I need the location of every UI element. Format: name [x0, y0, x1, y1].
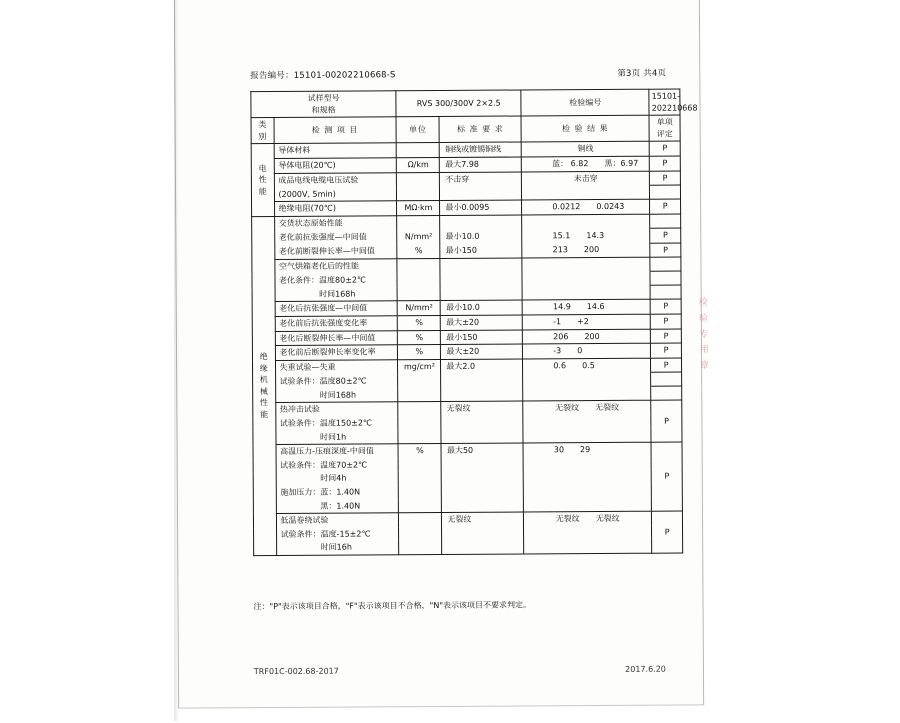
row-unit	[398, 402, 441, 416]
row-item: 热冲击试验	[275, 402, 398, 417]
row-item: 绝缘电阻(70℃)	[274, 201, 397, 216]
row-item: 老化前断裂伸长率—中间值	[274, 244, 397, 259]
scan-background-right	[700, 0, 900, 721]
row-unit: %	[398, 330, 441, 345]
report-number-value: 15101-00202210668-S	[293, 70, 396, 81]
row-requirement: 最小150	[440, 244, 522, 259]
row-item: (2000V, 5min)	[274, 187, 397, 202]
row-item: 时间168h	[275, 287, 398, 302]
row-requirement	[440, 186, 522, 201]
row-result	[523, 386, 651, 401]
col-eval-line2: 评定	[656, 129, 673, 139]
row-result: 30 29	[523, 442, 651, 457]
row-result	[522, 285, 650, 300]
col-item: 检 测 项 目	[274, 117, 397, 144]
row-eval: P	[651, 442, 682, 511]
row-unit	[398, 388, 441, 402]
row-unit	[397, 143, 440, 158]
row-requirement	[440, 215, 522, 230]
document-header	[250, 67, 680, 82]
row-item: 老化后抗张强度—中间值	[275, 301, 398, 316]
row-requirement: 最小10.0	[440, 229, 522, 244]
row-unit: N/mm²	[397, 229, 440, 244]
row-requirement: 最大±20	[441, 315, 523, 330]
row-item: 导体电阻(20℃)	[274, 158, 397, 173]
row-unit	[397, 172, 440, 187]
row-requirement: 最小150	[441, 329, 523, 344]
row-result: 206 200	[523, 329, 651, 344]
row-requirement	[442, 540, 524, 555]
row-requirement	[441, 415, 523, 429]
table-row-spec	[251, 89, 680, 118]
row-result	[523, 428, 651, 443]
row-result: 0.6 0.5	[523, 358, 651, 373]
row-result	[524, 484, 652, 498]
legend-note: 注："P"表示该项目合格，"F"表示该项目不合格，"N"表示该项目不要求判定。	[253, 600, 532, 612]
row-eval: P	[650, 314, 681, 329]
row-result: 蓝： 6.82 黑：6.97	[522, 156, 650, 171]
row-item: 高温压力-压痕深度-中间值	[276, 444, 399, 459]
row-item: 时间16h	[276, 541, 399, 556]
row-item: 老化后断裂伸长率—中间值	[275, 330, 398, 345]
footer-date: 2017.6.20	[625, 664, 666, 674]
row-requirement	[440, 272, 522, 287]
row-unit: MΩ·km	[397, 201, 440, 216]
row-eval: P	[650, 228, 681, 243]
row-unit	[398, 458, 441, 472]
category-electrical: 电 性 能	[251, 144, 274, 217]
row-result: 铜线	[521, 142, 649, 157]
row-result: 14.9 14.6	[522, 300, 650, 315]
row-item: 交货状态原始性能	[274, 216, 397, 231]
page-info: 第3页 共4页	[617, 68, 667, 79]
row-unit	[397, 187, 440, 201]
row-item: 试验条件：温度80±2℃	[275, 374, 398, 389]
row-eval: P	[651, 329, 682, 344]
row-requirement	[442, 498, 524, 513]
row-eval: P	[650, 199, 681, 214]
row-result	[522, 214, 650, 229]
spec-value: RVS 300/300V 2×2.5	[396, 90, 521, 117]
row-unit	[397, 215, 440, 229]
row-eval: P	[649, 141, 680, 156]
row-requirement	[442, 484, 524, 498]
row-unit	[399, 513, 442, 527]
row-eval	[650, 185, 681, 199]
row-unit: %	[397, 244, 440, 259]
row-result: -3 0	[523, 343, 651, 358]
row-requirement: 最大±20	[441, 344, 523, 359]
row-result	[523, 470, 651, 484]
row-eval: P	[650, 156, 681, 171]
row-unit	[398, 430, 441, 444]
document-content	[174, 0, 702, 723]
row-result: 未击穿	[522, 171, 650, 186]
row-item: 老化条件：温度80±2℃	[274, 273, 397, 288]
row-requirement: 无裂纹	[441, 401, 523, 416]
row-item: 黑：1.40N	[276, 499, 399, 514]
row-requirement: 最小0.0095	[440, 200, 522, 215]
row-unit	[399, 471, 442, 485]
scan-background-left	[0, 0, 177, 721]
row-requirement: 不击穿	[440, 172, 522, 187]
row-unit	[397, 287, 440, 301]
row-item: 时间168h	[275, 388, 398, 403]
row-eval: P	[652, 511, 683, 553]
row-result: 213 200	[522, 243, 650, 258]
row-requirement	[441, 373, 523, 388]
row-requirement	[440, 286, 522, 301]
row-result: 0.0212 0.0243	[522, 199, 650, 214]
row-item: 试验条件：温度-15±2℃	[276, 527, 399, 541]
row-requirement	[441, 457, 523, 471]
row-result: 15.1 14.3	[522, 228, 650, 243]
row-result	[522, 271, 650, 286]
row-item: 试验条件：温度150±2℃	[275, 416, 398, 430]
row-eval: P	[651, 343, 682, 358]
col-result: 检 验 结 果	[521, 115, 649, 142]
row-requirement: 无裂纹	[442, 512, 524, 527]
row-item: 成品电线电缆电压试验	[274, 172, 397, 187]
row-item: 老化前后断裂伸长率变化率	[275, 345, 398, 360]
row-result	[522, 185, 650, 200]
document-footer	[254, 665, 684, 677]
col-category-line1: 类	[258, 120, 267, 130]
test-results-table	[250, 89, 698, 557]
row-eval: P	[651, 400, 682, 442]
row-unit: %	[398, 444, 441, 458]
row-result: 无裂纹 无裂纹	[523, 401, 651, 416]
row-item: 导体材料	[274, 143, 397, 158]
row-item: 施加压力：蓝：1.40N	[276, 485, 399, 499]
row-requirement: 最大7.98	[440, 157, 522, 172]
col-unit: 单位	[396, 117, 439, 143]
row-unit: mg/cm²	[398, 359, 441, 374]
row-item: 老化前后抗张强度变化率	[275, 316, 398, 331]
row-item: 失重试验—失重	[275, 359, 398, 374]
category-insulation: 绝 缘 机 械 性 能	[252, 216, 277, 555]
row-result	[523, 456, 651, 470]
inspect-no-label: 检验编号	[521, 89, 649, 116]
row-unit	[399, 540, 442, 554]
row-requirement	[442, 526, 524, 540]
table-header-row	[251, 115, 680, 144]
row-result	[523, 372, 651, 387]
col-requirement: 标 准 要 求	[439, 116, 521, 143]
row-eval	[650, 285, 681, 299]
col-eval-line1: 单项	[656, 117, 673, 127]
row-result	[522, 257, 650, 272]
row-eval	[651, 386, 682, 400]
row-unit	[397, 259, 440, 273]
row-unit	[399, 499, 442, 513]
row-requirement	[440, 258, 522, 273]
row-result	[523, 415, 651, 429]
row-unit	[399, 485, 442, 499]
row-result	[524, 525, 652, 539]
row-unit: Ω/km	[397, 157, 440, 172]
table-row	[254, 539, 683, 556]
row-requirement: 最大2.0	[441, 359, 523, 374]
row-item: 空气烘箱老化后的性能	[274, 259, 397, 274]
row-eval	[650, 271, 681, 285]
col-category-line2: 别	[258, 131, 267, 141]
report-number-label: 报告编号：	[250, 70, 294, 82]
row-unit	[398, 416, 441, 430]
row-eval: P	[651, 358, 682, 373]
row-item: 老化前抗张强度—中间值	[274, 230, 397, 245]
row-requirement	[441, 429, 523, 444]
row-result	[524, 497, 652, 512]
row-eval	[650, 214, 681, 228]
report-number	[250, 68, 395, 81]
spec-label-line2: 和规格	[311, 105, 336, 115]
row-item: 时间1h	[275, 430, 398, 445]
row-requirement: 最小10.0	[441, 300, 523, 315]
row-eval: P	[650, 243, 681, 258]
row-eval: P	[650, 299, 681, 314]
row-requirement	[442, 471, 524, 485]
footer-form-code: TRF01C-002.68-2017	[253, 666, 339, 677]
row-eval	[650, 257, 681, 271]
inspection-seal: 检 验 专 用 章	[698, 297, 710, 372]
row-item: 低温卷绕试验	[276, 513, 399, 528]
spec-label-line1: 试样型号	[307, 93, 340, 103]
row-unit: N/mm²	[398, 301, 441, 316]
row-unit	[399, 527, 442, 541]
row-result: 无裂纹 无裂纹	[524, 511, 652, 526]
col-eval	[649, 115, 680, 141]
row-requirement: 最大50	[441, 443, 523, 458]
row-unit	[397, 273, 440, 287]
row-item: 试验条件：温度70±2℃	[276, 458, 399, 472]
row-item: 时间4h	[276, 472, 399, 486]
row-result	[524, 539, 652, 554]
row-eval: P	[650, 171, 681, 186]
row-requirement: 铜线或镀锡铜线	[440, 142, 522, 157]
row-unit: %	[398, 315, 441, 330]
row-requirement	[441, 387, 523, 402]
row-unit	[398, 374, 441, 388]
inspect-no-value: 15101-202210668	[649, 89, 680, 115]
row-eval	[651, 372, 682, 386]
row-unit: %	[398, 345, 441, 360]
row-result: -1 +2	[523, 314, 651, 329]
